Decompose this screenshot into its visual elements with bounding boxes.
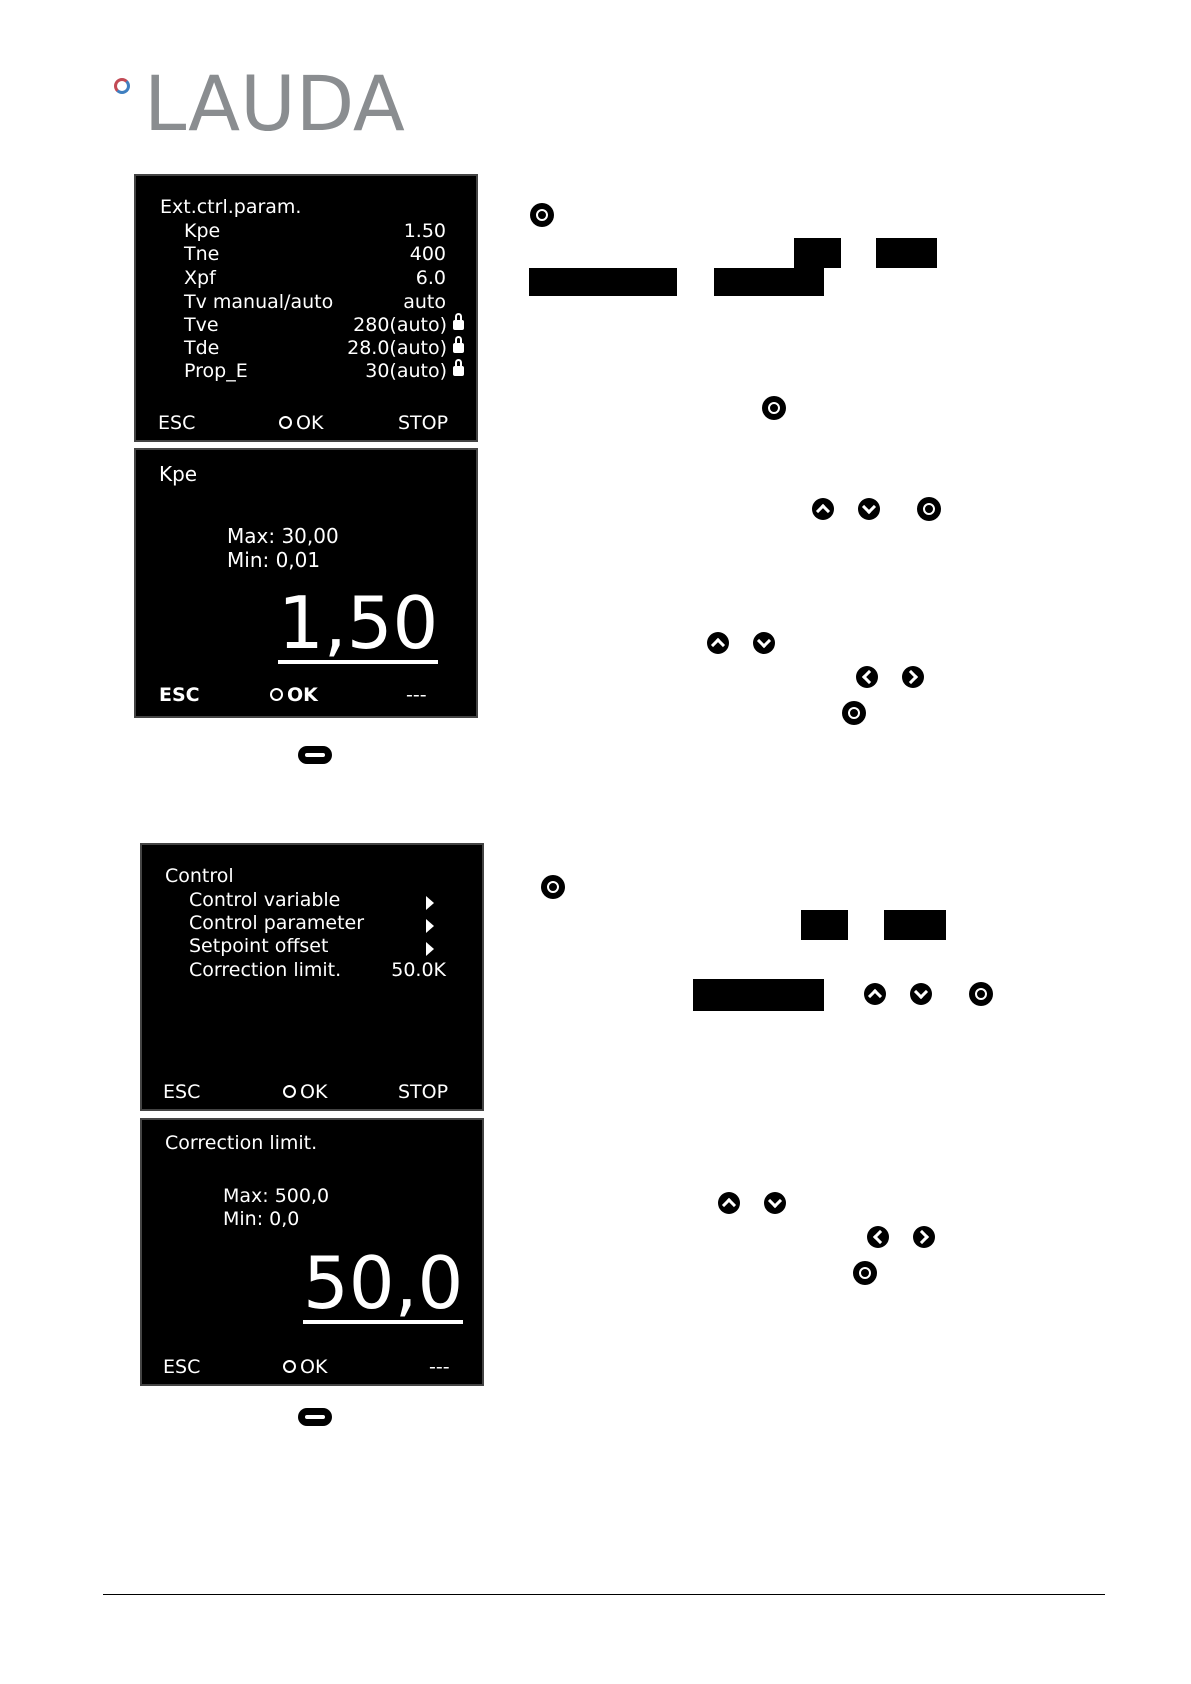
softkey-ok-label: OK — [287, 684, 318, 706]
menu-item-label: Setpoint offset — [189, 935, 329, 957]
softkey-ok[interactable] — [283, 1081, 327, 1103]
ok-circle-icon — [853, 1261, 877, 1285]
value-display[interactable]: 50,0 — [303, 1241, 464, 1325]
param-value-locked — [365, 360, 464, 382]
arrow-up-icon — [864, 983, 886, 1005]
ok-ring-icon — [283, 1085, 296, 1098]
screen-title: Control — [165, 865, 234, 887]
softkey-none: --- — [406, 684, 427, 706]
param-value: 30(auto) — [365, 360, 447, 382]
screen-title: Correction limit. — [165, 1132, 318, 1154]
min-label: Min: 0,01 — [227, 548, 321, 572]
param-row[interactable] — [184, 220, 446, 244]
ok-ring-icon — [279, 416, 292, 429]
arrow-up-icon — [707, 632, 729, 654]
param-row[interactable] — [184, 314, 464, 338]
softkey-stop[interactable]: STOP — [398, 1081, 449, 1103]
arrow-right-icon — [902, 666, 924, 688]
param-row[interactable] — [184, 267, 446, 291]
footer-divider — [103, 1594, 1105, 1595]
ok-circle-icon — [530, 203, 554, 227]
screen-title: Ext.ctrl.param. — [160, 196, 302, 218]
softkey-ok[interactable] — [279, 412, 323, 434]
redacted-text — [801, 910, 848, 940]
ok-ring-icon — [283, 1360, 296, 1373]
param-label: Tde — [184, 337, 220, 359]
param-value: 280(auto) — [353, 314, 447, 336]
screen-kpe-edit — [134, 448, 478, 718]
menu-item-correction-limit[interactable] — [189, 959, 446, 983]
value-display[interactable]: 1,50 — [278, 581, 439, 665]
softkey-none: --- — [429, 1356, 450, 1378]
param-label: Tve — [184, 314, 219, 336]
menu-item-label: Control parameter — [189, 912, 365, 934]
param-label: Kpe — [184, 220, 221, 242]
menu-item-control-variable[interactable] — [189, 889, 434, 913]
minus-key-icon — [298, 1408, 332, 1426]
ok-circle-icon — [842, 701, 866, 725]
screen-correction-limit-edit — [140, 1118, 484, 1386]
screen-control-menu — [140, 843, 484, 1111]
max-label: Max: 500,0 — [223, 1185, 330, 1207]
arrow-up-icon — [812, 498, 834, 520]
param-value: 6.0 — [415, 267, 446, 289]
minus-key-icon — [298, 746, 332, 764]
menu-item-control-parameter[interactable] — [189, 912, 434, 936]
param-value: auto — [403, 291, 446, 313]
redacted-text — [876, 238, 937, 268]
ok-circle-icon — [541, 875, 565, 899]
chevron-right-icon — [426, 939, 434, 961]
param-row[interactable] — [184, 337, 464, 361]
lock-icon — [453, 343, 464, 353]
menu-item-label: Control variable — [189, 889, 341, 911]
softkey-ok[interactable] — [283, 1356, 327, 1378]
softkey-ok-label: OK — [296, 412, 324, 434]
param-label: Tne — [184, 243, 220, 265]
softkey-esc[interactable]: ESC — [163, 1356, 201, 1378]
softkey-ok-label: OK — [300, 1356, 328, 1378]
arrow-right-icon — [913, 1226, 935, 1248]
screen-ext-ctrl-param — [134, 174, 478, 442]
param-value: 1.50 — [403, 220, 446, 242]
arrow-left-icon — [867, 1226, 889, 1248]
redacted-text — [529, 268, 677, 296]
arrow-down-icon — [764, 1192, 786, 1214]
screen-title: Kpe — [159, 462, 198, 486]
softkey-esc[interactable]: ESC — [158, 412, 196, 434]
menu-item-label: Correction limit. — [189, 959, 342, 981]
arrow-down-icon — [753, 632, 775, 654]
menu-item-setpoint-offset[interactable] — [189, 935, 434, 959]
param-value: 28.0(auto) — [347, 337, 447, 359]
ok-circle-icon — [762, 396, 786, 420]
redacted-text — [693, 979, 824, 1011]
arrow-up-icon — [718, 1192, 740, 1214]
arrow-down-icon — [858, 498, 880, 520]
softkey-stop[interactable]: STOP — [398, 412, 449, 434]
param-value-locked — [353, 314, 464, 336]
lock-icon — [453, 366, 464, 376]
logo-ring-icon — [114, 78, 130, 94]
min-label: Min: 0,0 — [223, 1208, 300, 1230]
arrow-down-icon — [910, 983, 932, 1005]
logo-text: LAUDA — [144, 59, 405, 148]
param-label: Xpf — [184, 267, 216, 289]
ok-circle-icon — [969, 982, 993, 1006]
max-label: Max: 30,00 — [227, 524, 339, 548]
ok-circle-icon — [917, 497, 941, 521]
ok-ring-icon — [270, 688, 283, 701]
softkey-esc[interactable]: ESC — [163, 1081, 201, 1103]
param-label: Tv manual/auto — [184, 291, 334, 313]
param-row[interactable] — [184, 291, 446, 315]
softkey-esc[interactable]: ESC — [159, 684, 200, 706]
lock-icon — [453, 320, 464, 330]
redacted-text — [884, 910, 946, 940]
param-row[interactable] — [184, 243, 446, 267]
param-value-locked — [347, 337, 464, 359]
menu-item-value: 50.0K — [391, 959, 446, 981]
param-row[interactable] — [184, 360, 464, 384]
param-label: Prop_E — [184, 360, 248, 382]
softkey-ok-label: OK — [300, 1081, 328, 1103]
redacted-text — [794, 238, 841, 268]
redacted-text — [714, 268, 824, 296]
arrow-left-icon — [856, 666, 878, 688]
softkey-ok[interactable] — [270, 684, 318, 706]
param-value: 400 — [409, 243, 446, 265]
